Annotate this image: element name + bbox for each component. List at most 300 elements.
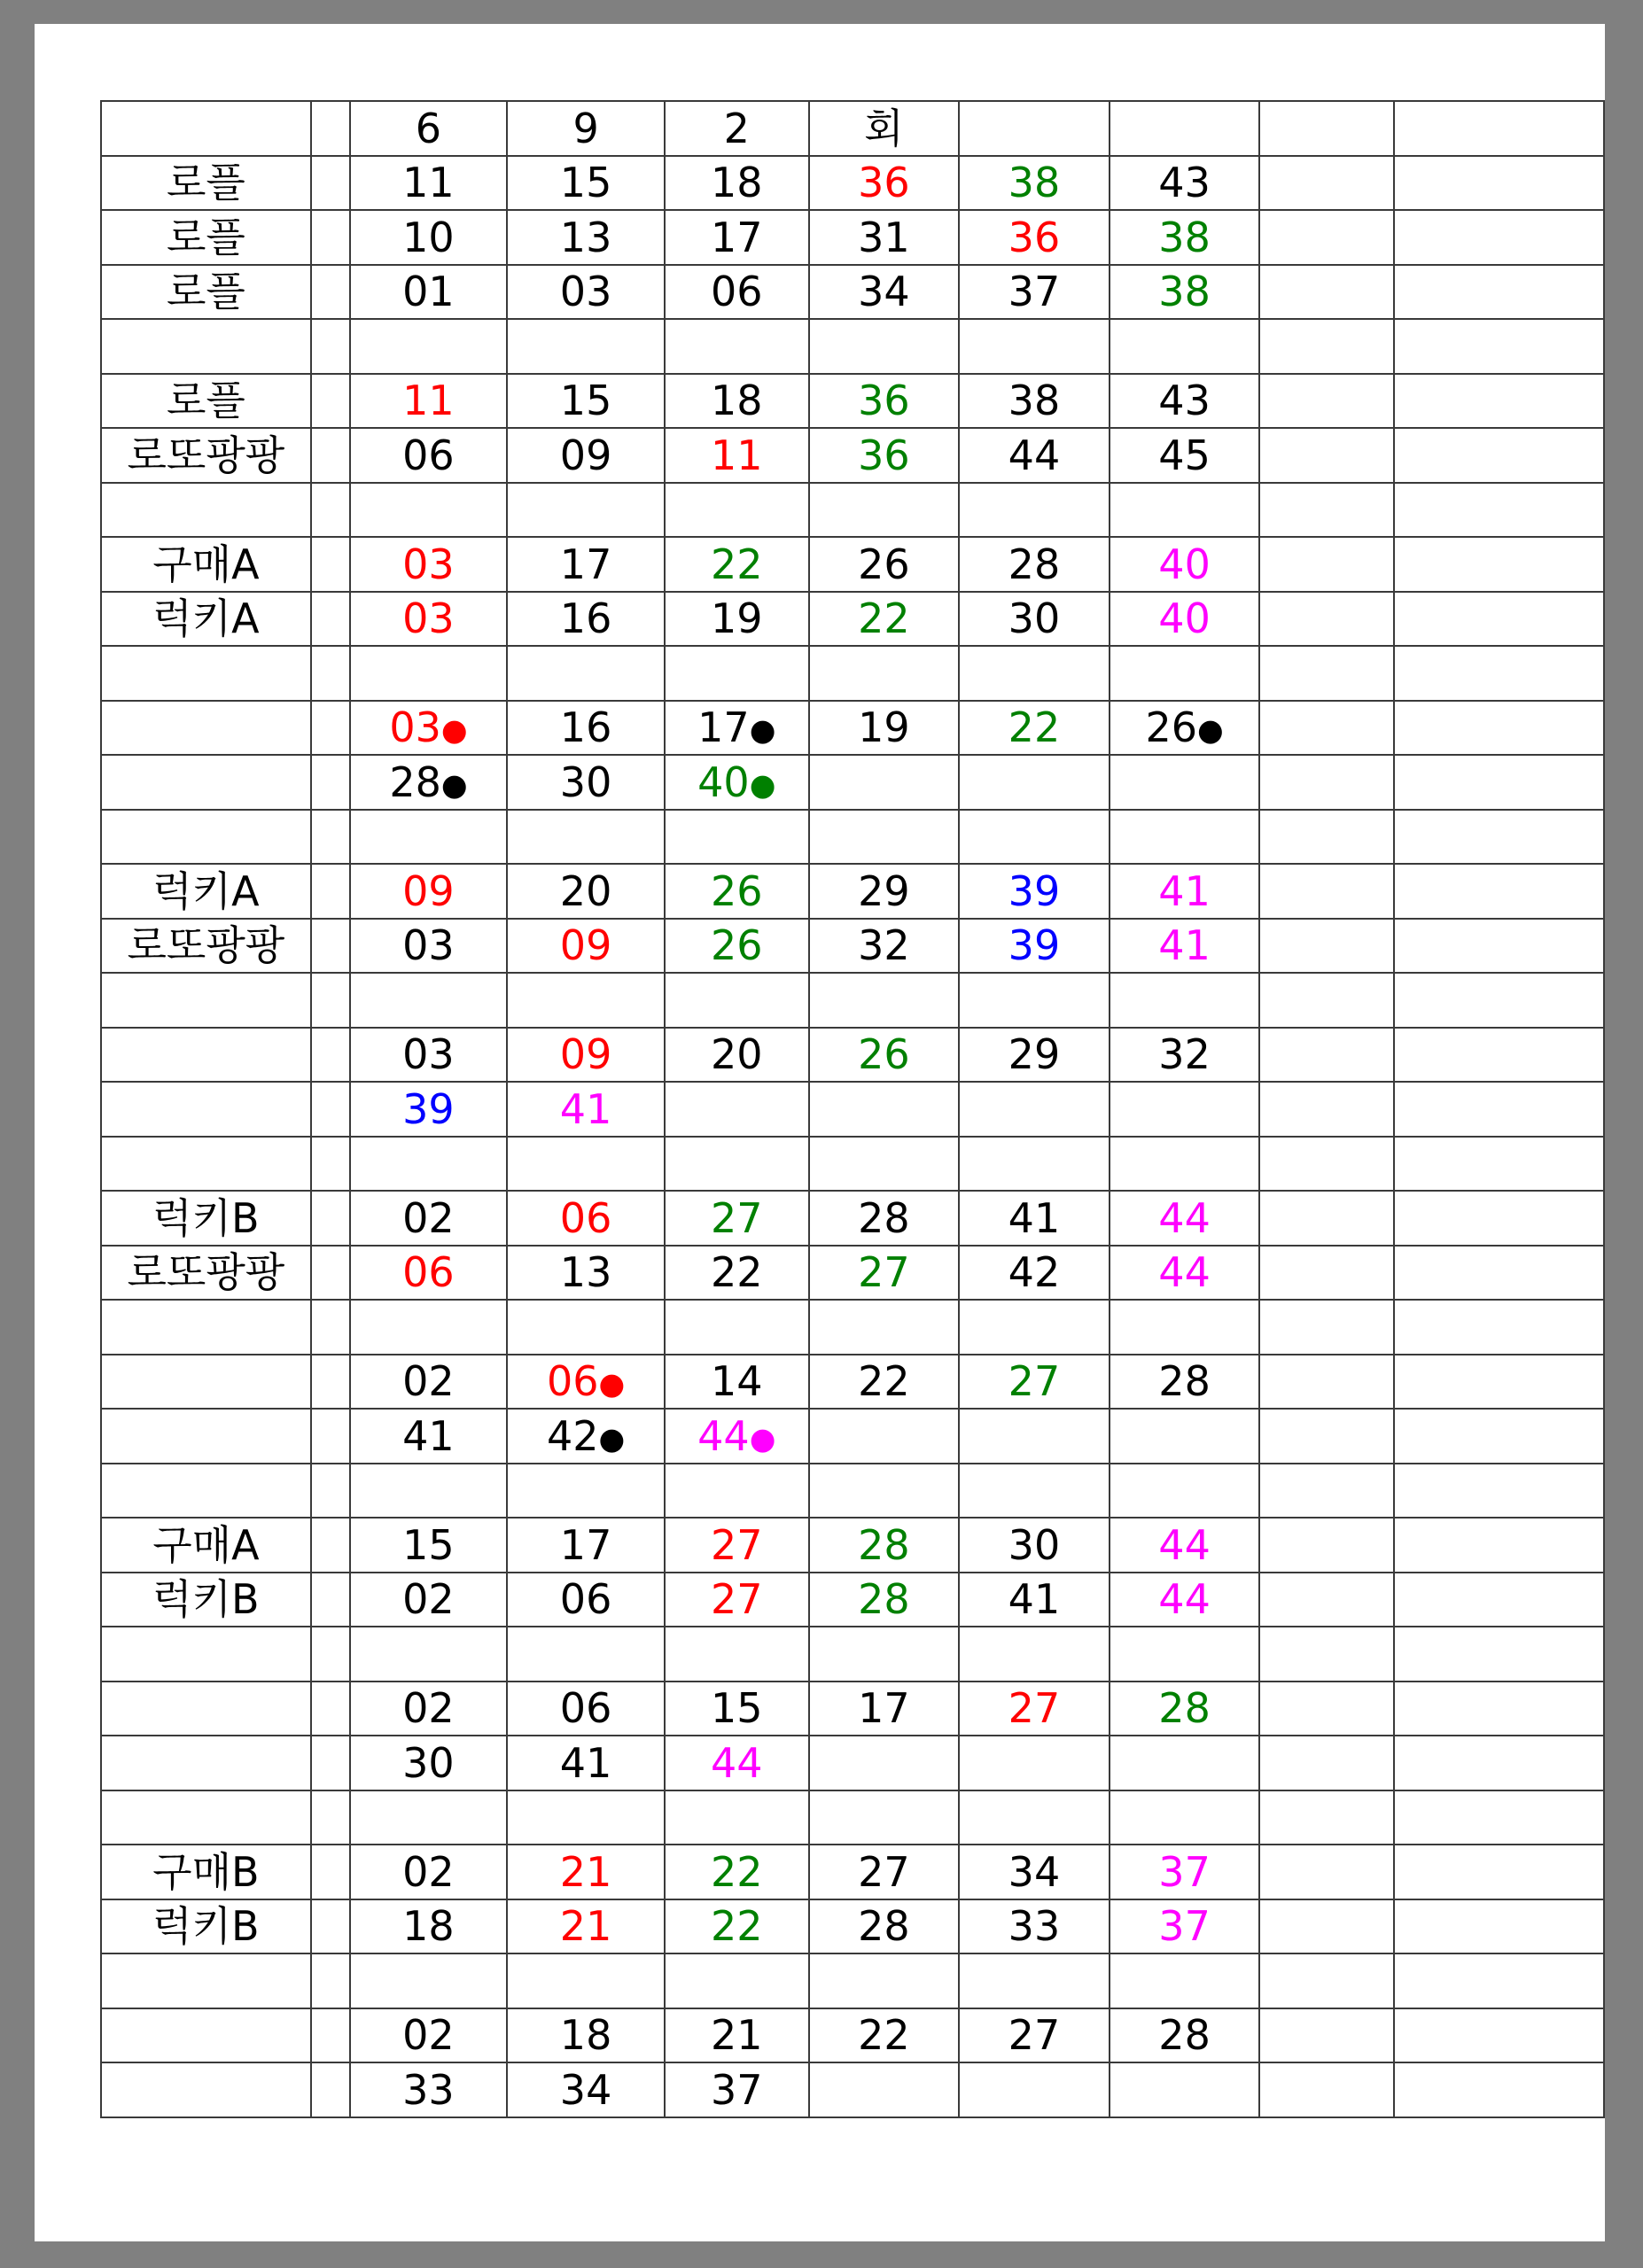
number-cell <box>1110 156 1260 211</box>
row-label: 럭키B <box>101 1191 311 1246</box>
lotto-number: 41 <box>1008 1575 1061 1624</box>
spacer-cell <box>311 319 350 374</box>
lotto-number: 44 <box>710 1738 763 1787</box>
row-label: 로플 <box>101 210 311 265</box>
table-row <box>101 1246 1604 1301</box>
lotto-number: 26 <box>710 921 763 970</box>
empty-cell <box>959 1790 1110 1845</box>
empty-cell <box>959 319 1110 374</box>
number-cell <box>959 1028 1110 1083</box>
number-cell <box>959 265 1110 320</box>
empty-cell <box>1394 919 1604 974</box>
number-cell <box>350 2062 508 2117</box>
number-cell <box>507 537 665 592</box>
lotto-number: 06 <box>402 1248 455 1297</box>
number-cell <box>809 1246 960 1301</box>
empty-cell <box>1394 2008 1604 2063</box>
empty-cell <box>350 646 508 701</box>
lotto-number: 20 <box>710 1030 763 1079</box>
lotto-number: 09 <box>402 866 455 915</box>
number-cell <box>665 537 809 592</box>
lotto-number: 09 <box>559 431 612 479</box>
empty-cell <box>1394 1682 1604 1736</box>
row-label <box>101 1682 311 1736</box>
empty-cell <box>809 483 960 538</box>
empty-cell <box>350 1137 508 1192</box>
table-row <box>101 156 1604 211</box>
header-row <box>101 101 1604 156</box>
table-row <box>101 1082 1604 1137</box>
lotto-number: 27 <box>710 1193 763 1242</box>
number-cell <box>665 1246 809 1301</box>
lotto-number: 44 <box>1008 431 1061 479</box>
lotto-number: 41 <box>402 1411 455 1460</box>
lotto-number: 17 <box>697 703 750 752</box>
empty-cell <box>809 1953 960 2008</box>
table-row <box>101 1464 1604 1518</box>
lotto-number: 01 <box>402 268 455 316</box>
bullet-dot-icon: ● <box>598 1366 626 1402</box>
table-row <box>101 428 1604 483</box>
number-cell <box>665 2062 809 2117</box>
number-cell <box>959 864 1110 919</box>
lotto-number: 28 <box>1158 1357 1211 1406</box>
number-cell <box>507 1191 665 1246</box>
lotto-number: 43 <box>1158 377 1211 425</box>
lotto-number: 22 <box>858 2011 910 2060</box>
lotto-number: 13 <box>559 1248 612 1297</box>
row-label: 로또팡팡 <box>101 428 311 483</box>
number-cell <box>809 210 960 265</box>
empty-cell <box>665 1790 809 1845</box>
empty-cell <box>665 319 809 374</box>
table-row <box>101 1028 1604 1083</box>
lotto-number: 06 <box>710 268 763 316</box>
empty-cell <box>1110 1790 1260 1845</box>
spacer-cell <box>311 1300 350 1355</box>
empty-cell <box>1394 701 1604 756</box>
lotto-number: 13 <box>559 213 612 261</box>
table-row <box>101 973 1604 1028</box>
row-label: 로플 <box>101 156 311 211</box>
spacer-cell <box>311 1246 350 1301</box>
empty-cell <box>1259 1246 1393 1301</box>
lotto-number: 29 <box>1008 1030 1061 1079</box>
table-row <box>101 2008 1604 2063</box>
empty-cell <box>1394 319 1604 374</box>
number-cell <box>507 701 665 756</box>
number-cell <box>665 1191 809 1246</box>
number-cell <box>665 1736 809 1790</box>
empty-cell <box>350 1464 508 1518</box>
empty-cell <box>1259 1573 1393 1627</box>
lotto-number: 38 <box>1008 377 1061 425</box>
number-cell <box>1110 592 1260 647</box>
lotto-number: 19 <box>858 703 910 752</box>
lotto-number: 28 <box>389 757 441 806</box>
number-cell <box>1110 701 1260 756</box>
lotto-number: 38 <box>1158 213 1211 261</box>
number-cell <box>809 428 960 483</box>
empty-cell <box>1394 1736 1604 1790</box>
row-label <box>101 1137 311 1192</box>
empty-cell <box>1259 646 1393 701</box>
empty-cell <box>507 973 665 1028</box>
empty-cell <box>1259 919 1393 974</box>
empty-cell <box>959 483 1110 538</box>
lotto-number: 27 <box>710 1520 763 1569</box>
empty-cell <box>1259 1899 1393 1954</box>
number-cell <box>809 1191 960 1246</box>
lotto-number: 33 <box>402 2065 455 2114</box>
number-cell <box>507 1246 665 1301</box>
lotto-number: 28 <box>858 1575 910 1624</box>
empty-cell <box>1394 810 1604 865</box>
lotto-number: 26 <box>1145 703 1198 752</box>
number-cell <box>959 1191 1110 1246</box>
number-cell <box>507 265 665 320</box>
header-cell: 9 <box>507 101 665 156</box>
lotto-number: 30 <box>559 757 612 806</box>
empty-cell <box>1259 1191 1393 1246</box>
empty-cell <box>1394 1845 1604 1899</box>
number-cell <box>350 2008 508 2063</box>
empty-cell <box>1259 701 1393 756</box>
number-cell <box>665 2008 809 2063</box>
empty-cell <box>959 1627 1110 1682</box>
empty-cell <box>1259 1953 1393 2008</box>
spacer-cell <box>311 1845 350 1899</box>
empty-cell <box>1259 428 1393 483</box>
empty-cell <box>507 1953 665 2008</box>
lotto-number: 22 <box>710 1847 763 1896</box>
lotto-number: 28 <box>1158 1684 1211 1733</box>
row-label <box>101 1300 311 1355</box>
lotto-number: 20 <box>559 866 612 915</box>
lotto-number: 45 <box>1158 431 1211 479</box>
number-cell <box>665 864 809 919</box>
lotto-number: 41 <box>559 1738 612 1787</box>
empty-cell <box>1394 1409 1604 1464</box>
lotto-number: 22 <box>858 1357 910 1406</box>
lotto-number: 06 <box>402 431 455 479</box>
empty-cell <box>1394 374 1604 429</box>
empty-cell <box>809 1790 960 1845</box>
number-cell <box>350 265 508 320</box>
number-cell <box>665 374 809 429</box>
lotto-number: 40 <box>697 757 750 806</box>
number-cell <box>350 701 508 756</box>
number-cell <box>350 864 508 919</box>
spacer-cell <box>311 483 350 538</box>
number-cell <box>350 1355 508 1410</box>
number-cell <box>350 1573 508 1627</box>
lotto-number: 31 <box>858 213 910 261</box>
table-row <box>101 1355 1604 1410</box>
spacer-cell <box>311 1573 350 1627</box>
number-cell <box>665 919 809 974</box>
lotto-number: 33 <box>1008 1902 1061 1951</box>
lotto-number: 26 <box>858 540 910 588</box>
empty-cell <box>1259 101 1393 156</box>
number-cell <box>959 2008 1110 2063</box>
number-cell <box>809 156 960 211</box>
lotto-number: 39 <box>1008 866 1061 915</box>
table-row <box>101 319 1604 374</box>
number-cell <box>665 156 809 211</box>
empty-cell <box>1259 973 1393 1028</box>
lotto-number: 40 <box>1158 540 1211 588</box>
lotto-number: 44 <box>1158 1248 1211 1297</box>
row-label: 럭키A <box>101 864 311 919</box>
empty-cell <box>1394 1464 1604 1518</box>
number-cell <box>809 1518 960 1573</box>
number-cell <box>507 2062 665 2117</box>
table-row <box>101 1899 1604 1954</box>
spacer-cell <box>311 156 350 211</box>
number-cell <box>809 1028 960 1083</box>
row-label <box>101 1627 311 1682</box>
number-cell <box>507 156 665 211</box>
lotto-number: 09 <box>559 921 612 970</box>
lotto-number: 38 <box>1008 159 1061 207</box>
lotto-number: 32 <box>1158 1030 1211 1079</box>
lotto-number: 27 <box>1008 1357 1061 1406</box>
number-cell <box>1110 1845 1260 1899</box>
number-cell <box>1110 1246 1260 1301</box>
number-cell <box>507 1409 665 1464</box>
lotto-number: 22 <box>710 1248 763 1297</box>
number-cell <box>350 755 508 810</box>
number-cell <box>1110 428 1260 483</box>
bullet-dot-icon: ● <box>440 767 468 804</box>
lotto-number: 27 <box>858 1847 910 1896</box>
lotto-number: 40 <box>1158 594 1211 643</box>
table-row <box>101 210 1604 265</box>
empty-cell <box>665 1464 809 1518</box>
lotto-number: 28 <box>858 1193 910 1242</box>
empty-cell <box>1110 1300 1260 1355</box>
number-cell <box>959 537 1110 592</box>
lotto-number: 11 <box>402 159 455 207</box>
number-cell <box>809 1573 960 1627</box>
number-cell <box>1110 265 1260 320</box>
number-cell <box>959 1573 1110 1627</box>
empty-cell <box>959 646 1110 701</box>
lotto-number: 17 <box>559 1520 612 1569</box>
empty-cell <box>809 646 960 701</box>
empty-cell <box>809 1464 960 1518</box>
row-label <box>101 1464 311 1518</box>
lotto-number: 22 <box>858 594 910 643</box>
number-cell <box>665 1845 809 1899</box>
lotto-number: 36 <box>858 159 910 207</box>
empty-cell <box>507 1627 665 1682</box>
lotto-number: 21 <box>559 1902 612 1951</box>
bullet-dot-icon: ● <box>1197 712 1224 749</box>
empty-cell <box>350 1790 508 1845</box>
empty-cell <box>959 973 1110 1028</box>
number-cell <box>507 374 665 429</box>
number-cell <box>665 1899 809 1954</box>
row-label: 구매B <box>101 1845 311 1899</box>
empty-cell <box>1394 973 1604 1028</box>
spacer-cell <box>311 1191 350 1246</box>
number-cell <box>350 1845 508 1899</box>
number-cell <box>507 1682 665 1736</box>
number-cell <box>1110 374 1260 429</box>
empty-cell <box>1259 1736 1393 1790</box>
number-cell <box>809 919 960 974</box>
empty-cell <box>1259 537 1393 592</box>
lotto-number: 18 <box>402 1902 455 1951</box>
empty-cell <box>1394 1191 1604 1246</box>
lotto-number: 15 <box>402 1520 455 1569</box>
row-label <box>101 1790 311 1845</box>
row-label: 럭키B <box>101 1899 311 1954</box>
empty-cell <box>350 483 508 538</box>
number-cell <box>809 864 960 919</box>
lotto-number: 06 <box>559 1575 612 1624</box>
number-cell <box>809 2008 960 2063</box>
table-row <box>101 1137 1604 1192</box>
number-cell <box>1110 537 1260 592</box>
empty-cell <box>507 1464 665 1518</box>
lotto-number: 02 <box>402 2011 455 2060</box>
table-row <box>101 1736 1604 1790</box>
number-cell <box>959 919 1110 974</box>
number-cell <box>507 1028 665 1083</box>
lotto-number: 37 <box>1008 268 1061 316</box>
spacer-cell <box>311 1736 350 1790</box>
number-cell <box>350 1246 508 1301</box>
table-row <box>101 1409 1604 1464</box>
number-cell <box>350 210 508 265</box>
empty-cell <box>959 1082 1110 1137</box>
lotto-number: 06 <box>559 1684 612 1733</box>
number-cell <box>1110 1518 1260 1573</box>
spacer-cell <box>311 919 350 974</box>
number-cell <box>1110 1682 1260 1736</box>
empty-cell <box>1394 755 1604 810</box>
lotto-number: 16 <box>559 594 612 643</box>
number-cell <box>809 1682 960 1736</box>
empty-cell <box>809 1736 960 1790</box>
number-cell <box>1110 1355 1260 1410</box>
empty-cell <box>1394 1082 1604 1137</box>
number-cell <box>1110 2008 1260 2063</box>
number-cell <box>959 210 1110 265</box>
empty-cell <box>1259 2008 1393 2063</box>
empty-cell <box>809 1300 960 1355</box>
table-row <box>101 265 1604 320</box>
empty-cell <box>665 1627 809 1682</box>
lotto-number: 37 <box>710 2065 763 2114</box>
empty-cell <box>959 1736 1110 1790</box>
number-cell <box>350 1682 508 1736</box>
lotto-number: 28 <box>858 1902 910 1951</box>
empty-cell <box>507 1790 665 1845</box>
empty-cell <box>1394 1573 1604 1627</box>
number-cell <box>350 1028 508 1083</box>
empty-cell <box>1394 210 1604 265</box>
lotto-number: 02 <box>402 1575 455 1624</box>
number-cell <box>350 428 508 483</box>
lotto-number: 03 <box>559 268 612 316</box>
empty-cell <box>1394 1300 1604 1355</box>
number-cell <box>959 1899 1110 1954</box>
row-label <box>101 1953 311 2008</box>
table-row <box>101 1845 1604 1899</box>
empty-cell <box>1394 1953 1604 2008</box>
empty-cell <box>1259 755 1393 810</box>
lotto-number: 10 <box>402 213 455 261</box>
number-cell <box>350 1082 508 1137</box>
document-page <box>35 24 1605 2241</box>
empty-cell <box>1394 101 1604 156</box>
empty-cell <box>809 810 960 865</box>
lotto-number: 28 <box>1008 540 1061 588</box>
number-cell <box>959 374 1110 429</box>
lotto-number: 11 <box>710 431 763 479</box>
lotto-number: 36 <box>858 431 910 479</box>
row-label <box>101 755 311 810</box>
lotto-number: 36 <box>858 377 910 425</box>
empty-cell <box>1394 1627 1604 1682</box>
empty-cell <box>1394 1518 1604 1573</box>
empty-cell <box>1110 1409 1260 1464</box>
row-label <box>101 2008 311 2063</box>
number-cell <box>665 1355 809 1410</box>
number-cell <box>665 701 809 756</box>
lotto-number: 03 <box>389 703 441 752</box>
table-row <box>101 374 1604 429</box>
empty-cell <box>350 973 508 1028</box>
row-label: 구매A <box>101 537 311 592</box>
table-row <box>101 701 1604 756</box>
empty-cell <box>959 2062 1110 2117</box>
lotto-number: 32 <box>858 921 910 970</box>
table-row <box>101 919 1604 974</box>
lotto-number: 02 <box>402 1684 455 1733</box>
empty-cell <box>665 1082 809 1137</box>
lotto-number: 19 <box>710 594 763 643</box>
spacer-cell <box>311 1355 350 1410</box>
lotto-number: 26 <box>710 866 763 915</box>
lotto-number: 36 <box>1008 213 1061 261</box>
row-label: 럭키B <box>101 1573 311 1627</box>
lotto-number: 42 <box>546 1411 599 1460</box>
number-cell <box>507 919 665 974</box>
number-cell <box>350 537 508 592</box>
empty-cell <box>1394 428 1604 483</box>
spacer-cell <box>311 1899 350 1954</box>
empty-cell <box>1110 319 1260 374</box>
empty-cell <box>809 2062 960 2117</box>
table-row <box>101 537 1604 592</box>
lotto-number: 22 <box>1008 703 1061 752</box>
empty-cell <box>1394 265 1604 320</box>
table-row <box>101 646 1604 701</box>
empty-cell <box>507 1300 665 1355</box>
empty-cell <box>1259 483 1393 538</box>
row-label <box>101 973 311 1028</box>
lotto-number: 26 <box>858 1030 910 1079</box>
number-cell <box>1110 1899 1260 1954</box>
table-body <box>101 101 1604 2117</box>
empty-cell <box>959 1137 1110 1192</box>
row-label: 구매A <box>101 1518 311 1573</box>
